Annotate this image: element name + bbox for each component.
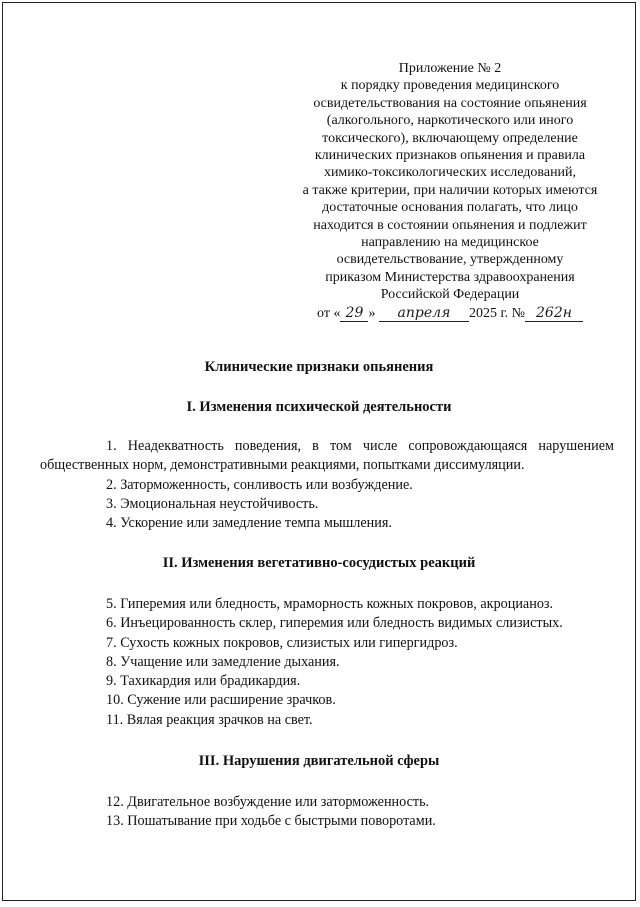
list-item: 7. Сухость кожных покровов, слизистых или гипергидроз. [106,634,458,651]
date-year-text: 2025 г. № [468,305,525,321]
appendix-line: приказом Министерства здравоохранения [325,269,575,285]
list-item: 2. Заторможенность, сонливость или возбуждение. [106,476,413,493]
appendix-line: токсического), включающему определение [322,130,578,146]
section-items-list [40,437,614,533]
appendix-line: находится в состоянии опьянения и подлежит [313,217,587,233]
section-heading: III. Нарушения двигательной сферы [198,753,440,769]
appendix-line: к порядку проведения медицинского [340,78,560,94]
appendix-line: (алкогольного, наркотического или иного [326,113,574,129]
handwritten-order-number: 262н [525,306,583,322]
section-items-list [40,595,614,730]
list-item: 6. Инъецированность склер, гиперемия или бледность видимых слизистых. [106,615,563,632]
appendix-line: химико-токсикологических исследований, [323,165,577,181]
list-item: 12. Двигательное возбуждение или заторможенность. [106,794,430,810]
appendix-line: Российской Федерации [380,287,520,303]
section-heading: II. Изменения вегетативно-сосудистых реакций [162,555,476,571]
document-title: Клинические признаки опьянения [204,359,434,375]
section-heading: I. Изменения психической деятельности [186,399,452,415]
list-item: 4. Ускорение или замедление темпа мышления. [106,515,392,532]
date-close-quote: » [368,305,376,321]
list-item: 11. Вялая реакция зрачков на свет. [106,711,313,728]
handwritten-month: апреля [379,306,469,322]
date-prefix: от « [317,305,341,321]
list-item: 13. Пошатывание при ходьбе с быстрыми поворотами. [106,813,436,830]
appendix-line: клинических признаков опьянения и правила [314,148,586,164]
list-item: 10. Сужение или расширение зрачков. [106,692,336,709]
section-items-list [40,793,614,832]
appendix-line: направлению на медицинское [361,235,539,251]
appendix-line: достаточные основания полагать, что лицо [322,200,578,216]
order-date-line [285,305,615,322]
appendix-header [285,60,615,322]
list-item: 5. Гиперемия или бледность, мраморность кожных покровов, акроцианоз. [106,596,554,612]
appendix-line: освидетельствование, утвержденному [336,252,564,268]
document-page [2,2,636,901]
appendix-line: а также критерии, при наличии которых имеются [302,182,598,198]
list-item: 9. Тахикардия или брадикардия. [106,673,301,690]
appendix-line: Приложение № 2 [398,61,502,76]
handwritten-day: 29 [340,306,368,322]
list-item: 3. Эмоциональная неустойчивость. [106,495,319,512]
list-item: 8. Учащение или замедление дыхания. [106,653,340,670]
appendix-line: освидетельствования на состояние опьянения [313,95,587,111]
list-item: 1. Неадекватность поведения, в том числе сопровождающаяся нарушением общественных норм, демонстративными реакциями, попытками диссимуляции. [40,438,614,474]
